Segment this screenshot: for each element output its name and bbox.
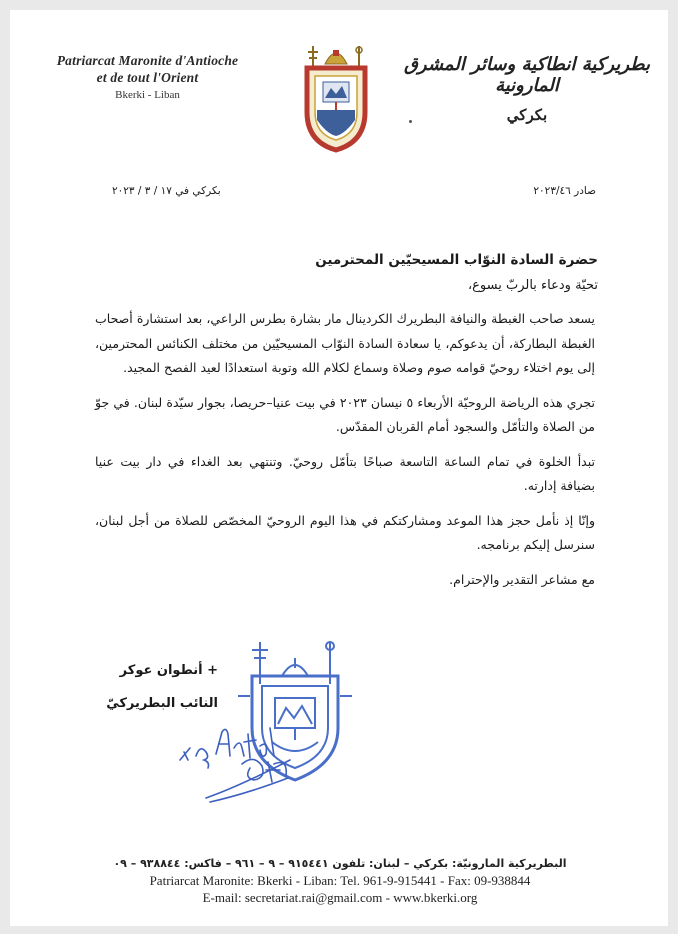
greeting: تحيّة ودعاء بالربّ يسوع، <box>467 278 598 293</box>
letterhead-fr-line2: et de tout l'Orient <box>96 70 199 85</box>
patriarchal-seal-icon <box>295 42 377 154</box>
letterhead-fr-location: Bkerki - Liban <box>115 89 180 101</box>
reference-number: صادر ٢٠٢٣/٤٦ <box>533 185 596 197</box>
paragraph-schedule: تبدأ الخلوة في تمام الساعة التاسعة صباحًا بتأمّل روحيّ. وتنتهي بعد الغداء في دار بيت عنيا بضيافة إدارته. <box>95 453 595 493</box>
letterhead-arabic <box>402 54 652 124</box>
footer <box>90 855 590 906</box>
place-date: بكركي في ١٧ / ٣ / ٢٠٢٣ <box>112 185 221 197</box>
paragraph-closing: مع مشاعر التقدير والإحترام. <box>449 571 595 587</box>
handwritten-signature-icon <box>170 698 300 808</box>
paragraph-location: تجري هذه الرياضة الروحيّة الأربعاء ٥ نيسان ٢٠٢٣ في بيت عنيا–حريصا، بجوار سيّدة لبنان. في جوّ من الصلاة والتأمّل والسجود أمام القربان المقدّس. <box>95 394 595 434</box>
footer-arabic-contact: البطريركية المارونيّة: بكركي – لبنان: تلفون ٩١٥٤٤١ – ٩ – ٩٦١ – فاكس: ٩٣٨٨٤٤ – ٠٩ <box>113 857 567 870</box>
letter-body <box>95 307 595 592</box>
signer-title: النائب البطريركيّ <box>106 696 218 711</box>
addressee: حضرة السادة النوّاب المسيحيّين المحترمين <box>315 252 598 268</box>
paragraph-confirmation: وإنّا إذ نأمل حجز هذا الموعد ومشاركتكم في هذا اليوم الروحيّ المخصّص للصلاة من أجل لبنان، سنرسل إليكم برنامجه. <box>95 512 595 552</box>
letterhead-ar-line1: بطريركية انطاكية وسائر المشرق المارونية <box>403 54 651 96</box>
footer-email-website: E-mail: secretariat.rai@gmail.com - www.bkerki.org <box>202 890 478 905</box>
footer-address: Patriarcat Maronite: Bkerki - Liban: Tel. 961-9-915441 - Fax: 09-938844 <box>149 873 531 888</box>
letterhead-fr-line1: Patriarcat Maronite d'Antioche <box>56 53 239 68</box>
letter-page <box>10 10 668 926</box>
signer-name: + أنطوان عوكر <box>119 663 218 678</box>
paragraph-invitation: يسعد صاحب الغبطة والنيافة البطريرك الكردينال مار بشارة بطرس الراعي، بعد استشارة أصحاب الغبطة البطاركة، أن يدعوكم، يا سعادة السادة النوّاب المسيحيّين من مختلف الكنائس المحترمين، إلى يوم اختلاء روحيّ قوامه صوم وصلاة وسماع لكلام الله وتوبة استعدادًا لعيد الفصح المجيد. <box>95 311 595 375</box>
letterhead-french <box>40 52 255 101</box>
letterhead-ar-line2: بكركي <box>506 106 548 124</box>
